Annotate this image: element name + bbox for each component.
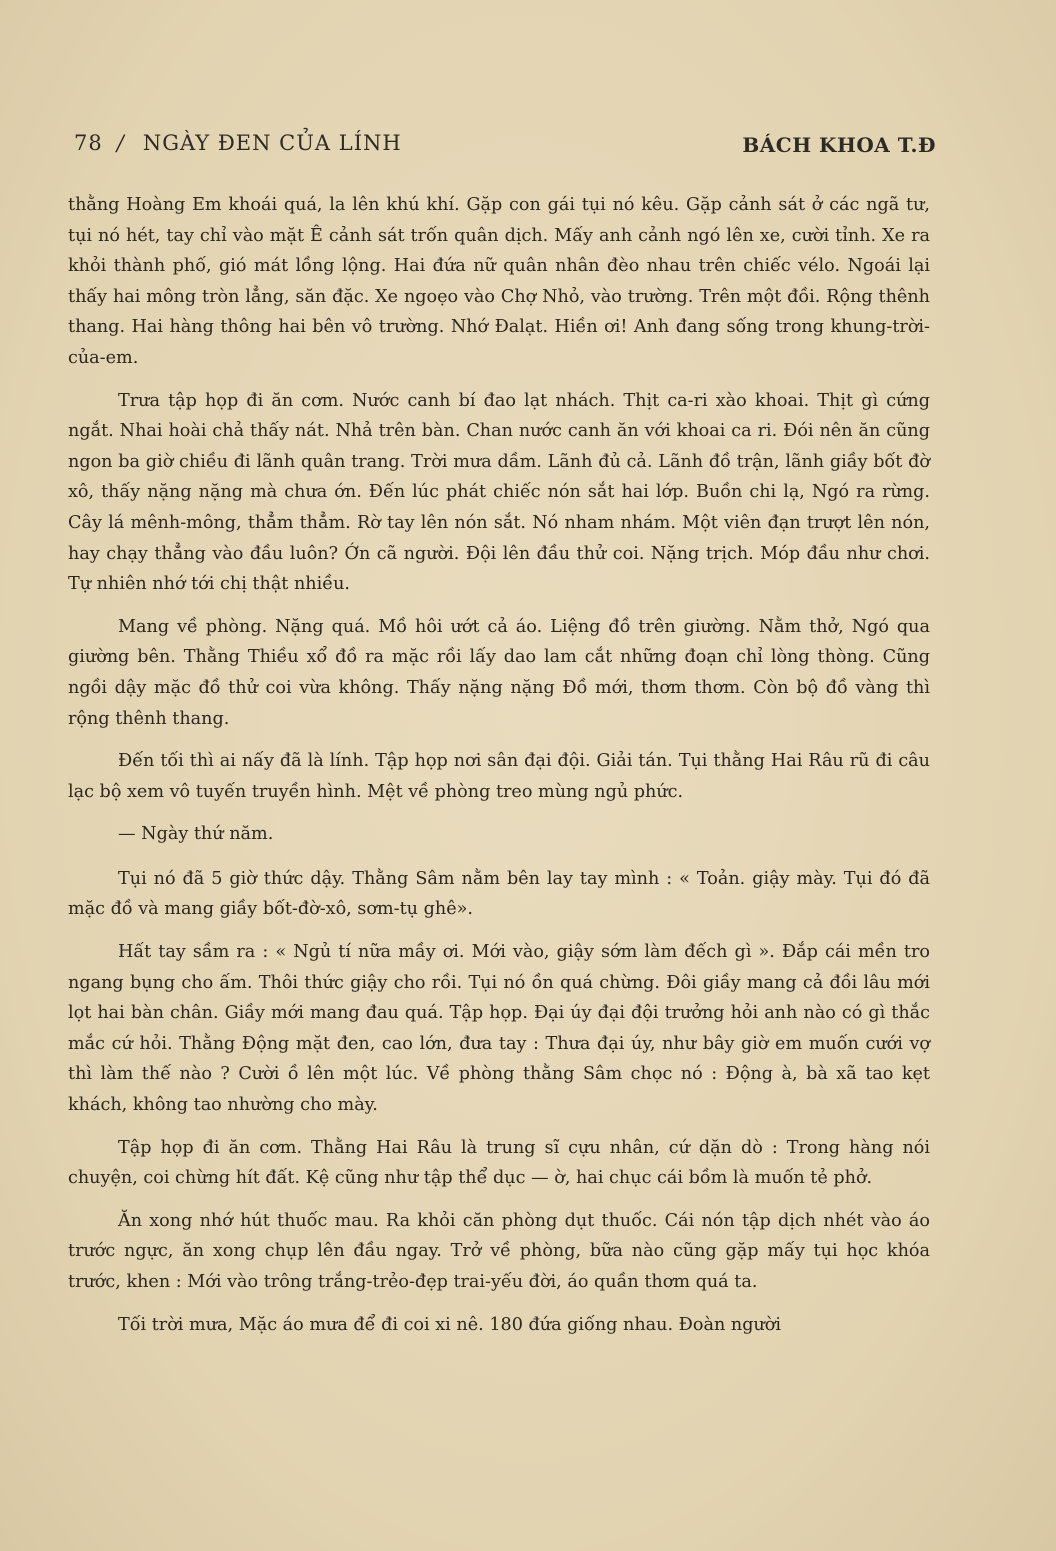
paragraph: Hất tay sầm ra : « Ngủ tí nữa mầy ơi. Mới vào, giậy sớm làm đếch gì ». Đắp cái mền tro ngang bụng cho ấm. Thôi thức giậy cho rồi. Tụi nó ồn quá chừng. Đôi giầy mang cả đồi lâu mới lọt hai bàn chân. Giầy mới mang đau quá. Tập họp. Đại úy đại đội trưởng hỏi anh nào có gì thắc mắc cứ hỏi. Thằng Động mặt đen, cao lớn, đưa tay : Thưa đại úy, như bây giờ em muốn cưới vợ thì làm thế nào ? Cười ồ lên một lúc. Về phòng thằng Sâm chọc nó : Động à, bà xã tao kẹt khách, không tao nhường cho mày. xyxy=(68,942,930,1116)
text-body xyxy=(68,190,930,1350)
paragraph: Ăn xong nhớ hút thuốc mau. Ra khỏi căn phòng dụt thuốc. Cái nón tập dịch nhét vào áo trước ngực, ăn xong chụp lên đầu ngay. Trở về phòng, bữa nào cũng gặp mấy tụi học khóa trước, khen : Mới vào trông trắng-trẻo-đẹp trai-yếu đời, áo quần thơm quá ta. xyxy=(68,1210,930,1292)
publication-title: BÁCH KHOA T.Đ xyxy=(742,133,936,157)
page-number: 78 xyxy=(74,131,103,155)
paragraph: Tụi nó đã 5 giờ thức dậy. Thằng Sâm nằm bên lay tay mình : « Toản. giậy mày. Tụi đó đã mặc đồ và mang giầy bốt-đờ-xô, sơm-tụ ghê». xyxy=(68,868,930,920)
paragraph: Mang về phòng. Nặng quá. Mồ hôi ướt cả áo. Liệng đồ trên giường. Nằm thở, Ngó qua giường bên. Thằng Thiều xổ đồ ra mặc rồi lấy dao lam cắt những đoạn chỉ lòng thòng. Cũng ngồi dậy mặc đồ thử coi vừa không. Thấy nặng nặng Đồ mới, thơm thơm. Còn bộ đồ vàng thì rộng thênh thang. xyxy=(68,616,930,729)
header-left xyxy=(74,131,402,155)
section-heading: — Ngày thứ năm. xyxy=(118,824,274,845)
paragraph: Trưa tập họp đi ăn cơm. Nước canh bí đao lạt nhách. Thịt ca-ri xào khoai. Thịt gì cứng ngắt. Nhai hoài chả thấy nát. Nhả trên bàn. Chan nước canh ăn với khoai ca ri. Đói nên ăn cũng ngon ba giờ chiều đi lãnh quân trang. Trời mưa dầm. Lãnh đủ cả. Lãnh đồ trận, lãnh giầy bốt đờ xô, thấy nặng nặng mà chưa ớn. Đến lúc phát chiếc nón sắt hai lớp. Buồn chi lạ, Ngó ra rừng. Cây lá mênh-mông, thẳm thẳm. Rờ tay lên nón sắt. Nó nham nhám. Một viên đạn trượt lên nón, hay chạy thẳng vào đầu luôn? Ớn cã người. Đội lên đầu thử coi. Nặng trịch. Móp đầu như chơi. Tự nhiên nhớ tới chị thật nhiều. xyxy=(68,390,930,595)
paragraph: thằng Hoàng Em khoái quá, la lên khú khí. Gặp con gái tụi nó kêu. Gặp cảnh sát ở các ngã tư, tụi nó hét, tay chỉ vào mặt Ê cảnh sát trốn quân dịch. Mấy anh cảnh ngó lên xe, cười tỉnh. Xe ra khỏi thành phố, gió mát lồng lộng. Hai đứa nữ quân nhân đèo nhau trên chiếc vélo. Ngoái lại thấy hai mông tròn lẳng, săn đặc. Xe ngoẹo vào Chợ Nhỏ, vào trường. Trên một đồi. Rộng thênh thang. Hai hàng thông hai bên vô trường. Nhớ Đalạt. Hiền ơi! Anh đang sống trong khung-trời-của-em. xyxy=(68,195,930,368)
paragraph: Tối trời mưa, Mặc áo mưa để đi coi xi nê. 180 đứa giống nhau. Đoàn người xyxy=(118,1314,782,1335)
header-separator: / xyxy=(116,131,125,155)
running-header xyxy=(74,131,936,161)
paragraph: Đến tối thì ai nấy đã là lính. Tập họp nơi sân đại đội. Giải tán. Tụi thằng Hai Râu rũ đi câu lạc bộ xem vô tuyến truyền hình. Mệt về phòng treo mùng ngủ phức. xyxy=(68,751,930,802)
running-title: NGÀY ĐEN CỦA LÍNH xyxy=(142,131,402,155)
paragraph: Tập họp đi ăn cơm. Thằng Hai Râu là trung sĩ cựu nhân, cứ dặn dò : Trong hàng nói chuyện, coi chừng hít đất. Kệ cũng như tập thể dục — ờ, hai chục cái bồm là muốn tẻ phở. xyxy=(68,1137,930,1189)
